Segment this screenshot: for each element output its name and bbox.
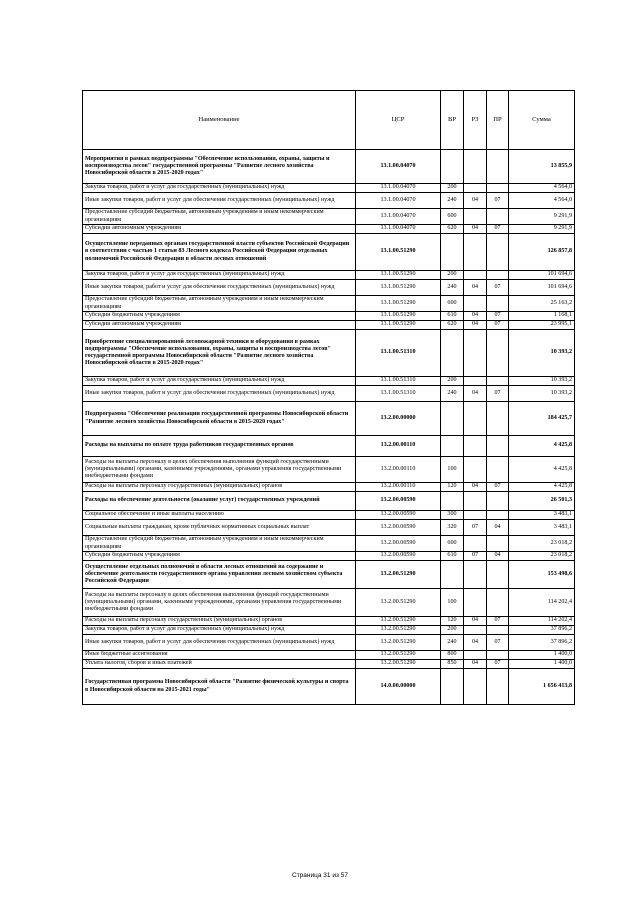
row-pr [487, 457, 509, 483]
row-name: Субсидии бюджетным учреждениям [83, 312, 356, 321]
row-rz [464, 436, 487, 457]
row-rz: 07 [464, 552, 487, 561]
row-vr: 800 [441, 651, 464, 660]
table-row [83, 483, 575, 492]
row-name: Осуществление отдельных полномочий в области лесных отношений на содержание и обеспечение деятельности государственного органа управления лесным хозяйством субъекта Российской Федерации [83, 561, 356, 589]
row-pr: 07 [487, 483, 509, 492]
row-vr: 620 [441, 225, 464, 234]
row-sum: 3 483,1 [509, 520, 575, 536]
row-name: Субсидии бюджетным учреждениям [83, 552, 356, 561]
row-csr: 14.0.00.00000 [356, 669, 441, 705]
row-csr: 13.2.00.51290 [356, 561, 441, 589]
row-sum: 10 393,2 [509, 330, 575, 377]
header-csr: ЦСР [356, 91, 441, 150]
row-pr: 07 [487, 321, 509, 330]
row-csr: 13.2.00.00590 [356, 492, 441, 511]
row-pr [487, 377, 509, 386]
row-sum: 101 694,6 [509, 271, 575, 280]
row-sum: 4 425,8 [509, 457, 575, 483]
row-vr [441, 330, 464, 377]
row-name: Иные бюджетные ассигнования [83, 651, 356, 660]
row-sum: 9 291,9 [509, 209, 575, 225]
row-rz [464, 271, 487, 280]
row-name: Расходы на выплаты персоналу в целях обеспечения выполнения функций государственными (муниципальными) органами, казенными учреждениями, органами управления государственными внебюджетными фондами [83, 589, 356, 617]
table-row [83, 386, 575, 402]
row-sum: 4 425,8 [509, 436, 575, 457]
table-row [83, 669, 575, 705]
row-rz [464, 669, 487, 705]
row-name: Субсидии автономным учреждениям [83, 321, 356, 330]
table-row [83, 312, 575, 321]
row-sum: 26 501,3 [509, 492, 575, 511]
row-vr: 240 [441, 193, 464, 209]
row-name: Закупка товаров, работ и услуг для государственных (муниципальных) нужд [83, 377, 356, 386]
row-sum: 9 291,9 [509, 225, 575, 234]
row-rz: 07 [464, 520, 487, 536]
row-csr: 13.1.00.51290 [356, 280, 441, 296]
row-rz [464, 511, 487, 520]
row-name: Субсидии автономным учреждениям [83, 225, 356, 234]
row-rz: 04 [464, 321, 487, 330]
row-pr: 07 [487, 225, 509, 234]
table-row [83, 520, 575, 536]
row-vr: 100 [441, 589, 464, 617]
table-row [83, 402, 575, 436]
row-csr: 13.1.00.51290 [356, 321, 441, 330]
table-row [83, 193, 575, 209]
header-rz: РЗ [464, 91, 487, 150]
row-rz [464, 296, 487, 312]
row-name: Расходы на выплаты персоналу государственных (муниципальных) органов [83, 483, 356, 492]
row-pr [487, 330, 509, 377]
row-rz [464, 184, 487, 193]
row-rz [464, 651, 487, 660]
header-vr: ВР [441, 91, 464, 150]
row-sum: 1 400,0 [509, 660, 575, 669]
row-vr: 240 [441, 280, 464, 296]
header-sum: Сумма [509, 91, 575, 150]
row-name: Предоставление субсидий бюджетным, автономным учреждениям и иным некоммерческим организациям [83, 296, 356, 312]
row-vr: 300 [441, 511, 464, 520]
row-rz [464, 626, 487, 635]
row-vr: 100 [441, 457, 464, 483]
table-row [83, 280, 575, 296]
row-pr [487, 184, 509, 193]
row-pr [487, 561, 509, 589]
row-vr [441, 561, 464, 589]
header-pr: ПР [487, 91, 509, 150]
row-rz [464, 457, 487, 483]
table-row [83, 617, 575, 626]
row-csr: 13.2.00.00590 [356, 552, 441, 561]
row-sum: 13 855,9 [509, 150, 575, 184]
table-row [83, 651, 575, 660]
row-csr: 13.1.00.51290 [356, 312, 441, 321]
row-csr: 13.2.00.51290 [356, 651, 441, 660]
table-row [83, 184, 575, 193]
table-row [83, 330, 575, 377]
row-vr: 120 [441, 617, 464, 626]
row-name: Приобретение специализированной лесопожарной техники и оборудования в рамках подпрограммы "Обеспечение использования, охраны, защиты и воспроизводства лесов" государственной программы Новосибирской области "Развитие лесного хозяйства Новосибирской области в 2015-2020 годах" [83, 330, 356, 377]
row-vr: 200 [441, 184, 464, 193]
row-csr: 13.1.00.51290 [356, 296, 441, 312]
row-name: Мероприятия в рамках подпрограммы "Обеспечение использования, охраны, защиты и воспроизводства лесов" государственной программы "Развитие лесного хозяйства Новосибирской области в 2015-2020 годах" [83, 150, 356, 184]
row-rz [464, 492, 487, 511]
row-rz: 04 [464, 635, 487, 651]
table-row [83, 552, 575, 561]
table-row [83, 150, 575, 184]
row-csr: 13.1.00.04070 [356, 193, 441, 209]
row-rz [464, 402, 487, 436]
row-rz: 04 [464, 280, 487, 296]
table-body [83, 150, 575, 705]
row-name: Подпрограмма "Обеспечение реализации государственной программы Новосибирской области "Развитие лесного хозяйства Новосибирской области в 2015-2020 годах" [83, 402, 356, 436]
row-csr: 13.2.00.00110 [356, 436, 441, 457]
row-sum: 37 896,2 [509, 635, 575, 651]
row-vr: 200 [441, 377, 464, 386]
row-sum: 3 483,1 [509, 511, 575, 520]
row-vr [441, 150, 464, 184]
table-row [83, 457, 575, 483]
row-rz: 04 [464, 225, 487, 234]
row-pr [487, 536, 509, 552]
row-vr: 200 [441, 271, 464, 280]
row-name: Расходы на выплаты персоналу государственных (муниципальных) органов [83, 617, 356, 626]
row-pr [487, 669, 509, 705]
row-pr: 04 [487, 520, 509, 536]
row-csr: 13.1.00.51310 [356, 386, 441, 402]
row-sum: 101 694,6 [509, 280, 575, 296]
row-rz [464, 150, 487, 184]
row-pr: 07 [487, 312, 509, 321]
row-sum: 126 857,8 [509, 234, 575, 271]
row-sum: 4 425,8 [509, 483, 575, 492]
row-rz [464, 536, 487, 552]
row-vr [441, 669, 464, 705]
row-pr [487, 589, 509, 617]
row-name: Иные закупки товаров, работ и услуг для обеспечения государственных (муниципальных) нужд [83, 193, 356, 209]
table-row [83, 209, 575, 225]
row-csr: 13.1.00.51310 [356, 330, 441, 377]
row-sum: 25 163,2 [509, 296, 575, 312]
table-row [83, 536, 575, 552]
table-row [83, 511, 575, 520]
row-sum: 23 018,2 [509, 536, 575, 552]
page-number: Страница 31 из 57 [292, 872, 348, 879]
row-name: Закупка товаров, работ и услуг для государственных (муниципальных) нужд [83, 271, 356, 280]
row-pr: 07 [487, 635, 509, 651]
table-row [83, 635, 575, 651]
row-csr: 13.2.00.00000 [356, 402, 441, 436]
row-pr: 07 [487, 386, 509, 402]
row-rz [464, 561, 487, 589]
row-pr [487, 436, 509, 457]
row-name: Иные закупки товаров, работ и услуг для обеспечения государственных (муниципальных) нужд [83, 280, 356, 296]
row-csr: 13.1.00.51310 [356, 377, 441, 386]
row-vr [441, 492, 464, 511]
row-sum: 4 564,0 [509, 193, 575, 209]
row-name: Предоставление субсидий бюджетным, автономным учреждениям и иным некоммерческим организациям [83, 209, 356, 225]
row-pr [487, 150, 509, 184]
row-csr: 13.1.00.04070 [356, 225, 441, 234]
row-rz: 04 [464, 483, 487, 492]
row-rz: 04 [464, 617, 487, 626]
row-name: Осуществление переданных органам государственной власти субъектов Российской Федерации в соответствии с частью 1 статьи 83 Лесного кодекса Российской Федерации отдельных полномочий Российской Федерации в области лесных отношений [83, 234, 356, 271]
row-sum: 37 896,2 [509, 626, 575, 635]
row-pr [487, 271, 509, 280]
row-pr [487, 209, 509, 225]
row-sum: 10 393,2 [509, 377, 575, 386]
row-sum: 1 168,1 [509, 312, 575, 321]
table-row [83, 271, 575, 280]
row-csr: 13.2.00.51290 [356, 660, 441, 669]
row-pr: 07 [487, 660, 509, 669]
row-name: Уплата налогов, сборов и иных платежей [83, 660, 356, 669]
row-name: Расходы на выплаты персоналу в целях обеспечения выполнения функций государственными (муниципальными) органами, казенными учреждениями, органами управления государственными внебюджетными фондами [83, 457, 356, 483]
row-rz [464, 209, 487, 225]
row-vr: 850 [441, 660, 464, 669]
table-row [83, 492, 575, 511]
table-row [83, 234, 575, 271]
row-name: Социальные выплаты гражданам, кроме публичных нормативных социальных выплат [83, 520, 356, 536]
row-pr: 04 [487, 552, 509, 561]
table-row [83, 660, 575, 669]
row-rz: 04 [464, 660, 487, 669]
row-csr: 13.2.00.00110 [356, 457, 441, 483]
row-pr: 07 [487, 280, 509, 296]
row-rz [464, 330, 487, 377]
row-name: Предоставление субсидий бюджетным, автономным учреждениям и иным некоммерческим организациям [83, 536, 356, 552]
table-row [83, 296, 575, 312]
row-csr: 13.2.00.51290 [356, 635, 441, 651]
row-sum: 114 202,4 [509, 617, 575, 626]
row-vr [441, 402, 464, 436]
row-sum: 23 995,1 [509, 321, 575, 330]
row-vr [441, 436, 464, 457]
row-csr: 13.2.00.00590 [356, 511, 441, 520]
row-vr: 600 [441, 209, 464, 225]
row-sum: 23 018,2 [509, 552, 575, 561]
row-pr [487, 651, 509, 660]
row-pr [487, 296, 509, 312]
table-header-row [83, 91, 575, 150]
table-row [83, 225, 575, 234]
row-csr: 13.1.00.51290 [356, 271, 441, 280]
row-name: Закупка товаров, работ и услуг для государственных (муниципальных) нужд [83, 184, 356, 193]
row-rz: 04 [464, 193, 487, 209]
row-pr [487, 492, 509, 511]
row-vr [441, 234, 464, 271]
row-name: Социальное обеспечение и иные выплаты населению [83, 511, 356, 520]
table-row [83, 589, 575, 617]
row-csr: 13.1.00.04070 [356, 150, 441, 184]
row-sum: 1 400,0 [509, 651, 575, 660]
row-rz [464, 234, 487, 271]
row-pr [487, 234, 509, 271]
row-csr: 13.1.00.51290 [356, 234, 441, 271]
row-rz [464, 589, 487, 617]
row-vr: 610 [441, 312, 464, 321]
row-vr: 120 [441, 483, 464, 492]
row-csr: 13.2.00.00110 [356, 483, 441, 492]
table-row [83, 377, 575, 386]
row-rz: 04 [464, 312, 487, 321]
row-name: Иные закупки товаров, работ и услуг для обеспечения государственных (муниципальных) нужд [83, 386, 356, 402]
table-row [83, 321, 575, 330]
table-row [83, 561, 575, 589]
row-name: Расходы на обеспечение деятельности (оказание услуг) государственных учреждений [83, 492, 356, 511]
row-csr: 13.1.00.04070 [356, 184, 441, 193]
row-pr: 07 [487, 193, 509, 209]
row-pr [487, 402, 509, 436]
row-csr: 13.1.00.04070 [356, 209, 441, 225]
row-vr: 600 [441, 536, 464, 552]
row-vr: 610 [441, 552, 464, 561]
row-csr: 13.2.00.51290 [356, 617, 441, 626]
row-vr: 600 [441, 296, 464, 312]
row-sum: 10 393,2 [509, 386, 575, 402]
row-sum: 1 656 413,8 [509, 669, 575, 705]
row-name: Иные закупки товаров, работ и услуг для обеспечения государственных (муниципальных) нужд [83, 635, 356, 651]
row-vr: 240 [441, 386, 464, 402]
row-name: Расходы на выплаты по оплате труда работников государственных органов [83, 436, 356, 457]
row-name: Закупка товаров, работ и услуг для государственных (муниципальных) нужд [83, 626, 356, 635]
budget-table [82, 90, 575, 705]
row-csr: 13.2.00.00590 [356, 520, 441, 536]
row-pr: 07 [487, 617, 509, 626]
row-csr: 13.2.00.00590 [356, 536, 441, 552]
row-pr [487, 626, 509, 635]
row-sum: 114 202,4 [509, 589, 575, 617]
row-csr: 13.2.00.51290 [356, 626, 441, 635]
row-vr: 240 [441, 635, 464, 651]
row-pr [487, 511, 509, 520]
row-sum: 153 498,6 [509, 561, 575, 589]
row-sum: 184 425,7 [509, 402, 575, 436]
row-name: Государственная программа Новосибирской области "Развитие физической культуры и спорта в Новосибирской области на 2015-2021 годы" [83, 669, 356, 705]
row-vr: 320 [441, 520, 464, 536]
table-row [83, 436, 575, 457]
row-rz: 04 [464, 386, 487, 402]
row-rz [464, 377, 487, 386]
row-vr: 200 [441, 626, 464, 635]
table-row [83, 626, 575, 635]
header-name: Наименование [83, 91, 356, 150]
row-vr: 620 [441, 321, 464, 330]
row-sum: 4 564,0 [509, 184, 575, 193]
row-csr: 13.2.00.51290 [356, 589, 441, 617]
